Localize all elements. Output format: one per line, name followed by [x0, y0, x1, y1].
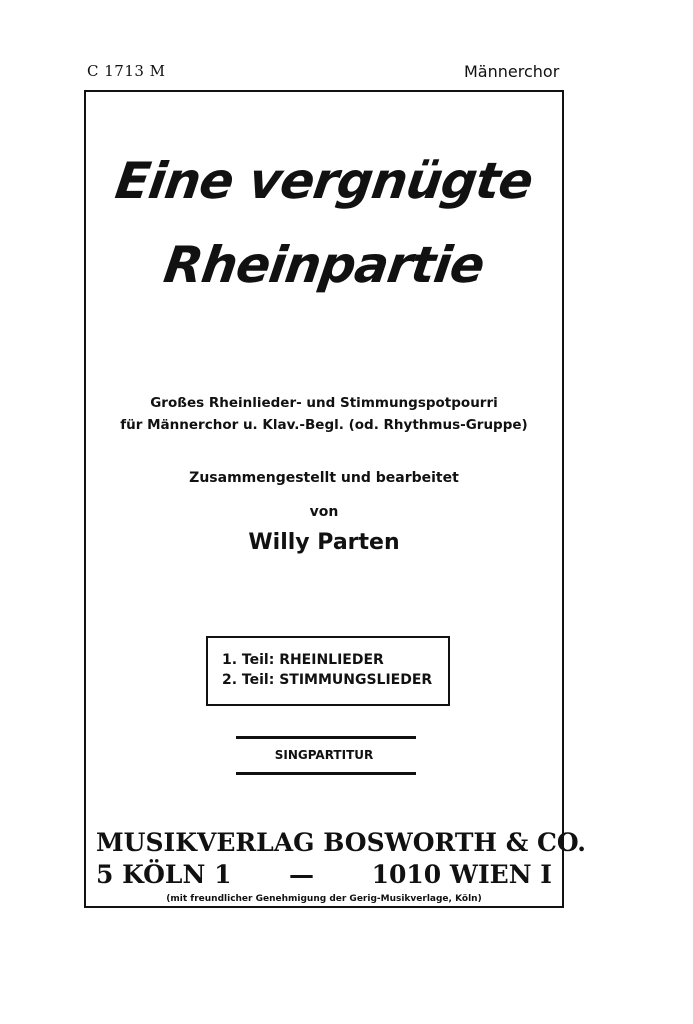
- divider-bottom: [236, 772, 416, 775]
- part-2: 2. Teil: STIMMUNGSLIEDER: [222, 672, 433, 688]
- city-koeln: 5 KÖLN 1: [96, 860, 232, 889]
- title-line-1: Eine vergnügte: [111, 152, 537, 210]
- city-wien: 1010 WIEN I: [371, 860, 552, 889]
- title-page-frame: [84, 90, 586, 908]
- edition-label: SINGPARTITUR: [274, 748, 374, 762]
- parts-box: [206, 636, 450, 706]
- subtitle-line-1: Großes Rheinlieder- und Stimmungspotpourri: [150, 395, 498, 411]
- city-separator: —: [289, 860, 315, 889]
- category-label: Männerchor: [464, 62, 560, 81]
- title-line-2: Rheinpartie: [160, 236, 488, 294]
- subtitle: [86, 392, 562, 436]
- compiled-note: Zusammengestellt und bearbeitet: [189, 470, 459, 486]
- divider-top: [236, 736, 416, 739]
- permission-note: (mit freundlicher Genehmigung der Gerig-Musikverlage, Köln): [166, 894, 482, 904]
- catalog-number: C 1713 M: [87, 62, 166, 80]
- subtitle-line-2: für Männerchor u. Klav.-Begl. (od. Rhythmus-Gruppe): [120, 417, 528, 433]
- author-name: Willy Parten: [248, 530, 400, 555]
- part-1: 1. Teil: RHEINLIEDER: [222, 652, 384, 668]
- publisher-cities: [96, 860, 552, 890]
- publisher-name: MUSIKVERLAG BOSWORTH & CO.: [96, 828, 586, 857]
- by-label: von: [309, 504, 339, 520]
